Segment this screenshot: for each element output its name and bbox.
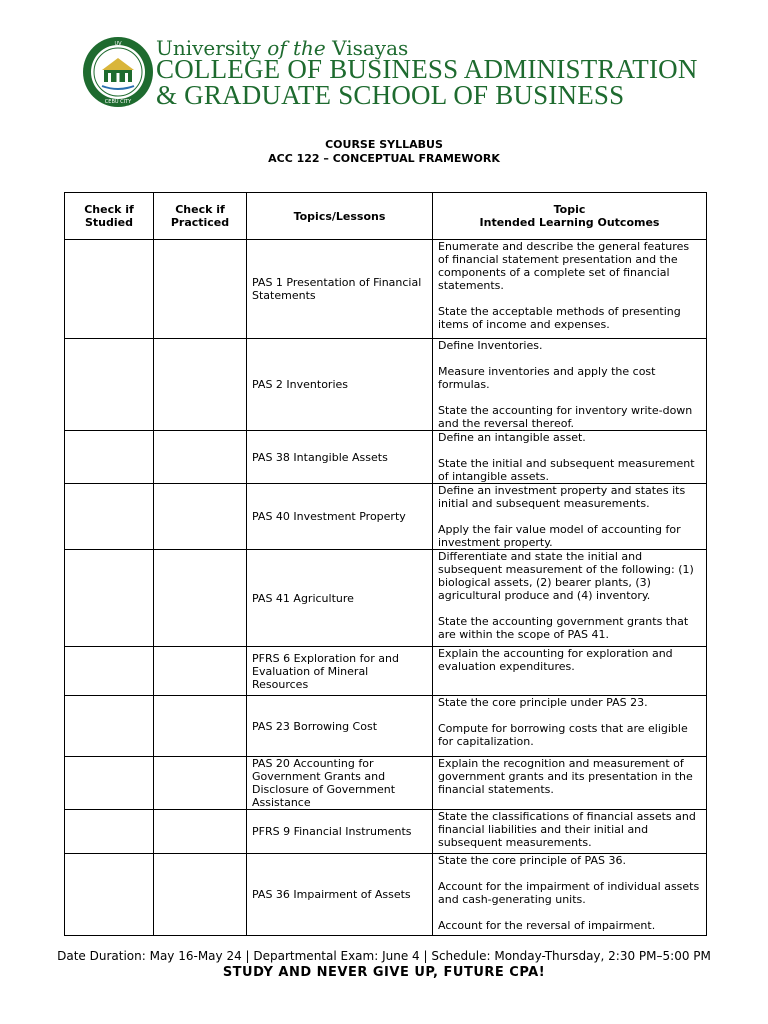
learning-outcome: Define an intangible asset.	[438, 431, 586, 444]
outcomes-cell	[433, 431, 707, 484]
table-row	[65, 431, 707, 484]
outcomes-cell	[433, 696, 707, 757]
topic-cell: PAS 38 Intangible Assets	[247, 431, 433, 484]
syllabus-table	[64, 192, 707, 936]
table-row	[65, 757, 707, 810]
learning-outcome: State the initial and subsequent measurement of intangible assets.	[438, 457, 695, 483]
check-studied-cell[interactable]	[65, 431, 154, 484]
learning-outcome: Differentiate and state the initial and subsequent measurement of the following: (1) biological assets, (2) bearer plants, (3) agricultural produce and (4) inventory.	[438, 550, 694, 602]
header-outcomes: Topic Intended Learning Outcomes	[433, 193, 707, 240]
learning-outcome: Account for the impairment of individual assets and cash-generating units.	[438, 880, 700, 906]
learning-outcome: State the classifications of financial assets and financial liabilities and their initial and subsequent measurements.	[438, 810, 696, 849]
topic-cell: PAS 2 Inventories	[247, 339, 433, 431]
header-check-practiced: Check if Practiced	[154, 193, 247, 240]
table-row	[65, 484, 707, 550]
university-name: University of the Visayas	[156, 36, 409, 60]
table-row	[65, 550, 707, 647]
check-practiced-cell[interactable]	[154, 810, 247, 854]
college-line-1: COLLEGE OF BUSINESS ADMINISTRATION	[156, 54, 698, 84]
learning-outcome: Define Inventories.	[438, 339, 543, 352]
check-studied-cell[interactable]	[65, 757, 154, 810]
check-practiced-cell[interactable]	[154, 240, 247, 339]
learning-outcome: Compute for borrowing costs that are eligible for capitalization.	[438, 722, 688, 748]
check-studied-cell[interactable]	[65, 240, 154, 339]
check-practiced-cell[interactable]	[154, 484, 247, 550]
motto: STUDY AND NEVER GIVE UP, FUTURE CPA!	[222, 965, 546, 980]
learning-outcome: Apply the fair value model of accounting for investment property.	[438, 523, 681, 549]
outcomes-cell	[433, 339, 707, 431]
topic-cell: PAS 40 Investment Property	[247, 484, 433, 550]
learning-outcome: State the accounting for inventory write-down and the reversal thereof.	[438, 404, 693, 430]
outcomes-cell	[433, 854, 707, 936]
learning-outcome: State the core principle of PAS 36.	[438, 854, 626, 867]
topic-cell: PAS 41 Agriculture	[247, 550, 433, 647]
topic-cell: PAS 36 Impairment of Assets	[247, 854, 433, 936]
syllabus-title-block	[0, 138, 768, 166]
outcomes-cell	[433, 484, 707, 550]
learning-outcome: State the acceptable methods of presenting items of income and expenses.	[438, 305, 681, 331]
table-row	[65, 339, 707, 431]
check-practiced-cell[interactable]	[154, 854, 247, 936]
header-topics: Topics/Lessons	[247, 193, 433, 240]
learning-outcome: Explain the accounting for exploration and evaluation expenditures.	[438, 647, 673, 673]
check-practiced-cell[interactable]	[154, 339, 247, 431]
check-practiced-cell[interactable]	[154, 647, 247, 696]
check-studied-cell[interactable]	[65, 854, 154, 936]
college-name	[156, 56, 698, 108]
check-practiced-cell[interactable]	[154, 431, 247, 484]
course-title: ACC 122 – CONCEPTUAL FRAMEWORK	[268, 152, 500, 165]
learning-outcome: Explain the recognition and measurement of government grants and its presentation in the financial statements.	[438, 757, 693, 796]
learning-outcome: Measure inventories and apply the cost formulas.	[438, 365, 656, 391]
syllabus-title: COURSE SYLLABUS	[325, 138, 443, 151]
check-studied-cell[interactable]	[65, 339, 154, 431]
check-studied-cell[interactable]	[65, 696, 154, 757]
check-studied-cell[interactable]	[65, 647, 154, 696]
topic-cell: PAS 20 Accounting for Government Grants and Disclosure of Government Assistance	[247, 757, 433, 810]
outcomes-cell	[433, 240, 707, 339]
topic-cell: PFRS 6 Exploration for and Evaluation of Mineral Resources	[247, 647, 433, 696]
table-row	[65, 854, 707, 936]
letterhead	[82, 34, 722, 110]
outcomes-cell	[433, 647, 707, 696]
table-row	[65, 240, 707, 339]
check-studied-cell[interactable]	[65, 810, 154, 854]
outcomes-cell	[433, 810, 707, 854]
topic-cell: PAS 23 Borrowing Cost	[247, 696, 433, 757]
svg-text:CEBU CITY: CEBU CITY	[104, 99, 132, 105]
header-check-studied: Check if Studied	[65, 193, 154, 240]
svg-text:UV: UV	[114, 41, 122, 47]
check-studied-cell[interactable]	[65, 484, 154, 550]
check-studied-cell[interactable]	[65, 550, 154, 647]
college-line-2: & GRADUATE SCHOOL OF BUSINESS	[156, 80, 625, 110]
learning-outcome: Enumerate and describe the general features of financial statement presentation and the components of a complete set of financial statements.	[438, 240, 690, 292]
learning-outcome: Define an investment property and states its initial and subsequent measurements.	[438, 484, 686, 510]
topic-cell: PFRS 9 Financial Instruments	[247, 810, 433, 854]
outcomes-cell	[433, 757, 707, 810]
university-seal-icon	[82, 36, 154, 108]
table-row	[65, 696, 707, 757]
learning-outcome: State the core principle under PAS 23.	[438, 696, 648, 709]
table-header-row	[65, 193, 707, 240]
check-practiced-cell[interactable]	[154, 550, 247, 647]
schedule-info: Date Duration: May 16-May 24 | Departmental Exam: June 4 | Schedule: Monday-Thursday, 2:30 PM–5:00 PM	[57, 949, 711, 963]
check-practiced-cell[interactable]	[154, 757, 247, 810]
topic-cell: PAS 1 Presentation of Financial Statements	[247, 240, 433, 339]
outcomes-cell	[433, 550, 707, 647]
check-practiced-cell[interactable]	[154, 696, 247, 757]
learning-outcome: State the accounting government grants that are within the scope of PAS 41.	[438, 615, 689, 641]
learning-outcome: Account for the reversal of impairment.	[438, 919, 656, 932]
table-row	[65, 647, 707, 696]
table-row	[65, 810, 707, 854]
